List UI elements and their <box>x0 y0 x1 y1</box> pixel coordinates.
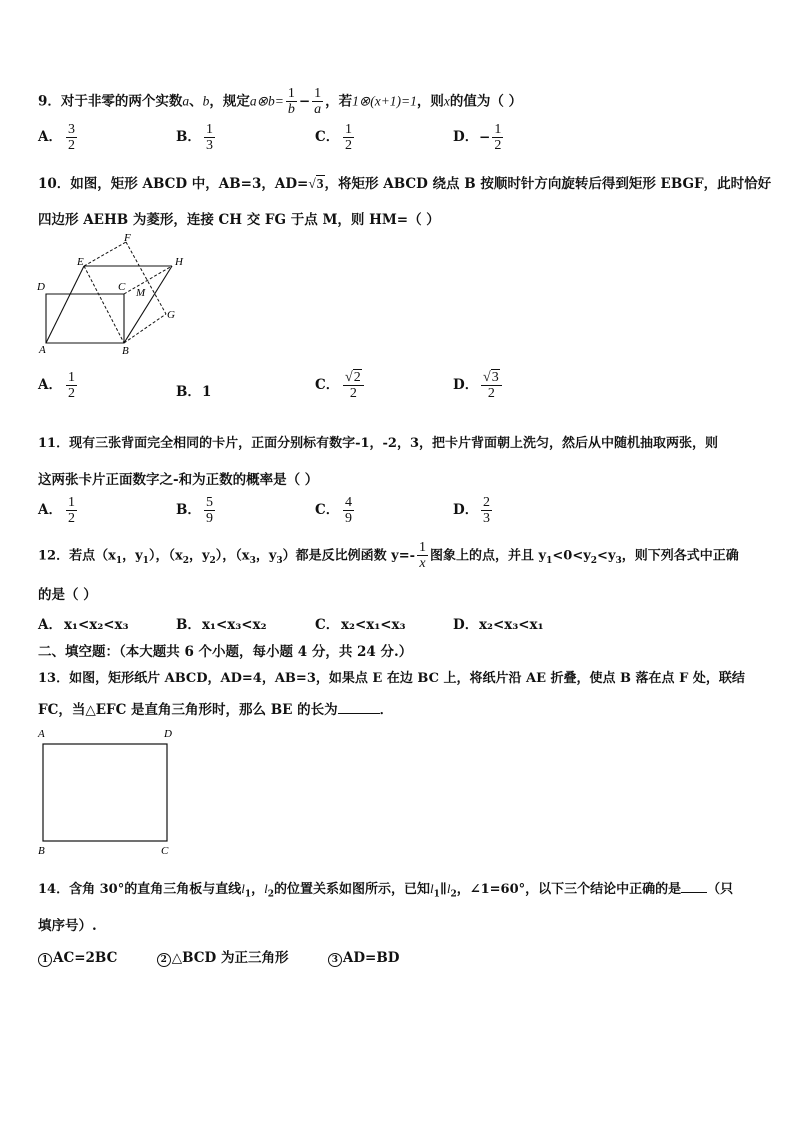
q9-frac-1-over-b: $\frac{1}{b}$ <box>287 86 295 118</box>
q12-option-d[interactable]: D．x₂<x₃<x₁ <box>453 617 544 633</box>
q13-answer-blank[interactable] <box>338 701 380 714</box>
q12-option-b[interactable]: B．x₁<x₃<x₂ <box>176 617 267 633</box>
label-A: A <box>38 728 45 740</box>
q14-stem-line2: 填序号）. <box>38 918 97 934</box>
q9-option-d[interactable]: D．− $\frac{1}{2}$ <box>453 122 502 154</box>
q10-stem-line1: 10．如图，矩形 ABCD 中，AB=3，AD=√3，将矩形 ABCD 绕点 B 按顺时针方向旋转后得到矩形 EBGF，此时恰好 <box>38 176 772 192</box>
label-D: D <box>37 281 45 293</box>
q13-figure <box>36 726 186 856</box>
q9-frac-1-over-a: $\frac{1}{a}$ <box>314 86 322 118</box>
label-A: A <box>39 344 46 356</box>
q11-option-c[interactable]: C． $\frac{4}{9}$ <box>315 495 352 527</box>
q9-option-b[interactable]: B． $\frac{1}{3}$ <box>176 122 213 154</box>
q10-option-b[interactable]: B．1 <box>176 384 212 400</box>
q9-stem: 9．对于非零的两个实数a、b，规定a⊗b= $\frac{1}{b}$ − $\frac{1}{a}$ ，若1⊗(x+1)=1，则x的值为（ ） <box>38 86 523 118</box>
q12-option-a[interactable]: A． x₁<x₂<x₃ <box>38 617 129 633</box>
q13-stem-line2: FC，当△EFC 是直角三角形时，那么 BE 的长为 ． <box>38 702 394 718</box>
section-heading-fill-in: 二、填空题：（本大题共 6 个小题，每小题 4 分，共 24 分.） <box>38 644 413 660</box>
q9-option-c[interactable]: C． $\frac{1}{2}$ <box>315 122 352 154</box>
label-E: E <box>77 256 84 268</box>
q11-option-d[interactable]: D． $\frac{2}{3}$ <box>453 495 490 527</box>
label-H: H <box>175 256 183 268</box>
q10-stem-line2: 四边形 AEHB 为菱形，连接 CH 交 FG 于点 M，则 HM=（ ） <box>38 212 440 228</box>
label-M: M <box>136 287 146 299</box>
q10-option-c[interactable]: C． $\frac{√2}{2}$ <box>315 370 366 402</box>
q10-option-a[interactable]: A． $\frac{1}{2}$ <box>38 370 75 402</box>
q9-number: 9． <box>38 93 61 110</box>
q12-stem-line2: 的是（ ） <box>38 587 97 603</box>
conclusion-2: 2 △BCD 为正三角形 <box>157 950 289 966</box>
label-B: B <box>122 345 129 357</box>
label-F: F <box>124 232 131 244</box>
q9-option-a[interactable]: A． $\frac{3}{2}$ <box>38 122 75 154</box>
q10-figure <box>36 232 196 357</box>
q14-answer-blank[interactable] <box>681 880 707 893</box>
label-C: C <box>161 845 169 856</box>
conclusion-1: 1 AC=2BC <box>38 950 117 966</box>
q12-option-c[interactable]: C． x₂<x₁<x₃ <box>315 617 406 633</box>
q14-stem-line1: 14．含角 30°的直角三角板与直线$l_1$，$l_2$的位置关系如图所示，已知$l_1\parallel l_2$，∠1=60°，以下三个结论中正确的是 （只 <box>38 881 734 900</box>
q13-stem-line1: 13．如图，矩形纸片 ABCD，AD=4，AB=3，如果点 E 在边 BC 上，将纸片沿 AE 折叠，使点 B 落在点 F 处，联结 <box>38 671 745 686</box>
q11-option-b[interactable]: B． $\frac{5}{9}$ <box>176 495 213 527</box>
q11-option-a[interactable]: A． $\frac{1}{2}$ <box>38 495 75 527</box>
label-D: D <box>164 728 172 740</box>
q11-stem-line2: 这两张卡片正面数字之-和为正数的概率是（ ） <box>38 472 319 488</box>
sqrt-symbol: √3 <box>308 176 324 191</box>
q11-stem-line1: 11．现有三张背面完全相同的卡片，正面分别标有数字-1，-2，3，把卡片背面朝上洗匀，然后从中随机抽取两张，则 <box>38 436 719 451</box>
conclusion-3: 3 AD=BD <box>328 950 400 966</box>
q12-frac: $\frac{1}{x}$ <box>419 540 427 572</box>
label-C: C <box>118 281 126 293</box>
label-G: G <box>167 309 175 321</box>
q12-stem-line1: 12．若点（$x_1$，$y_1$），（$x_2$，$y_2$），（$x_3$，$y_3$）都是反比例函数 y=- $\frac{1}{x}$ 图象上的点，并且 $y_1<0<y_2<y_3$，则下列各式中正确 <box>38 540 739 572</box>
q14-conclusions <box>38 946 399 967</box>
label-B: B <box>38 845 45 856</box>
q10-option-d[interactable]: D． $\frac{√3}{2}$ <box>453 370 504 402</box>
